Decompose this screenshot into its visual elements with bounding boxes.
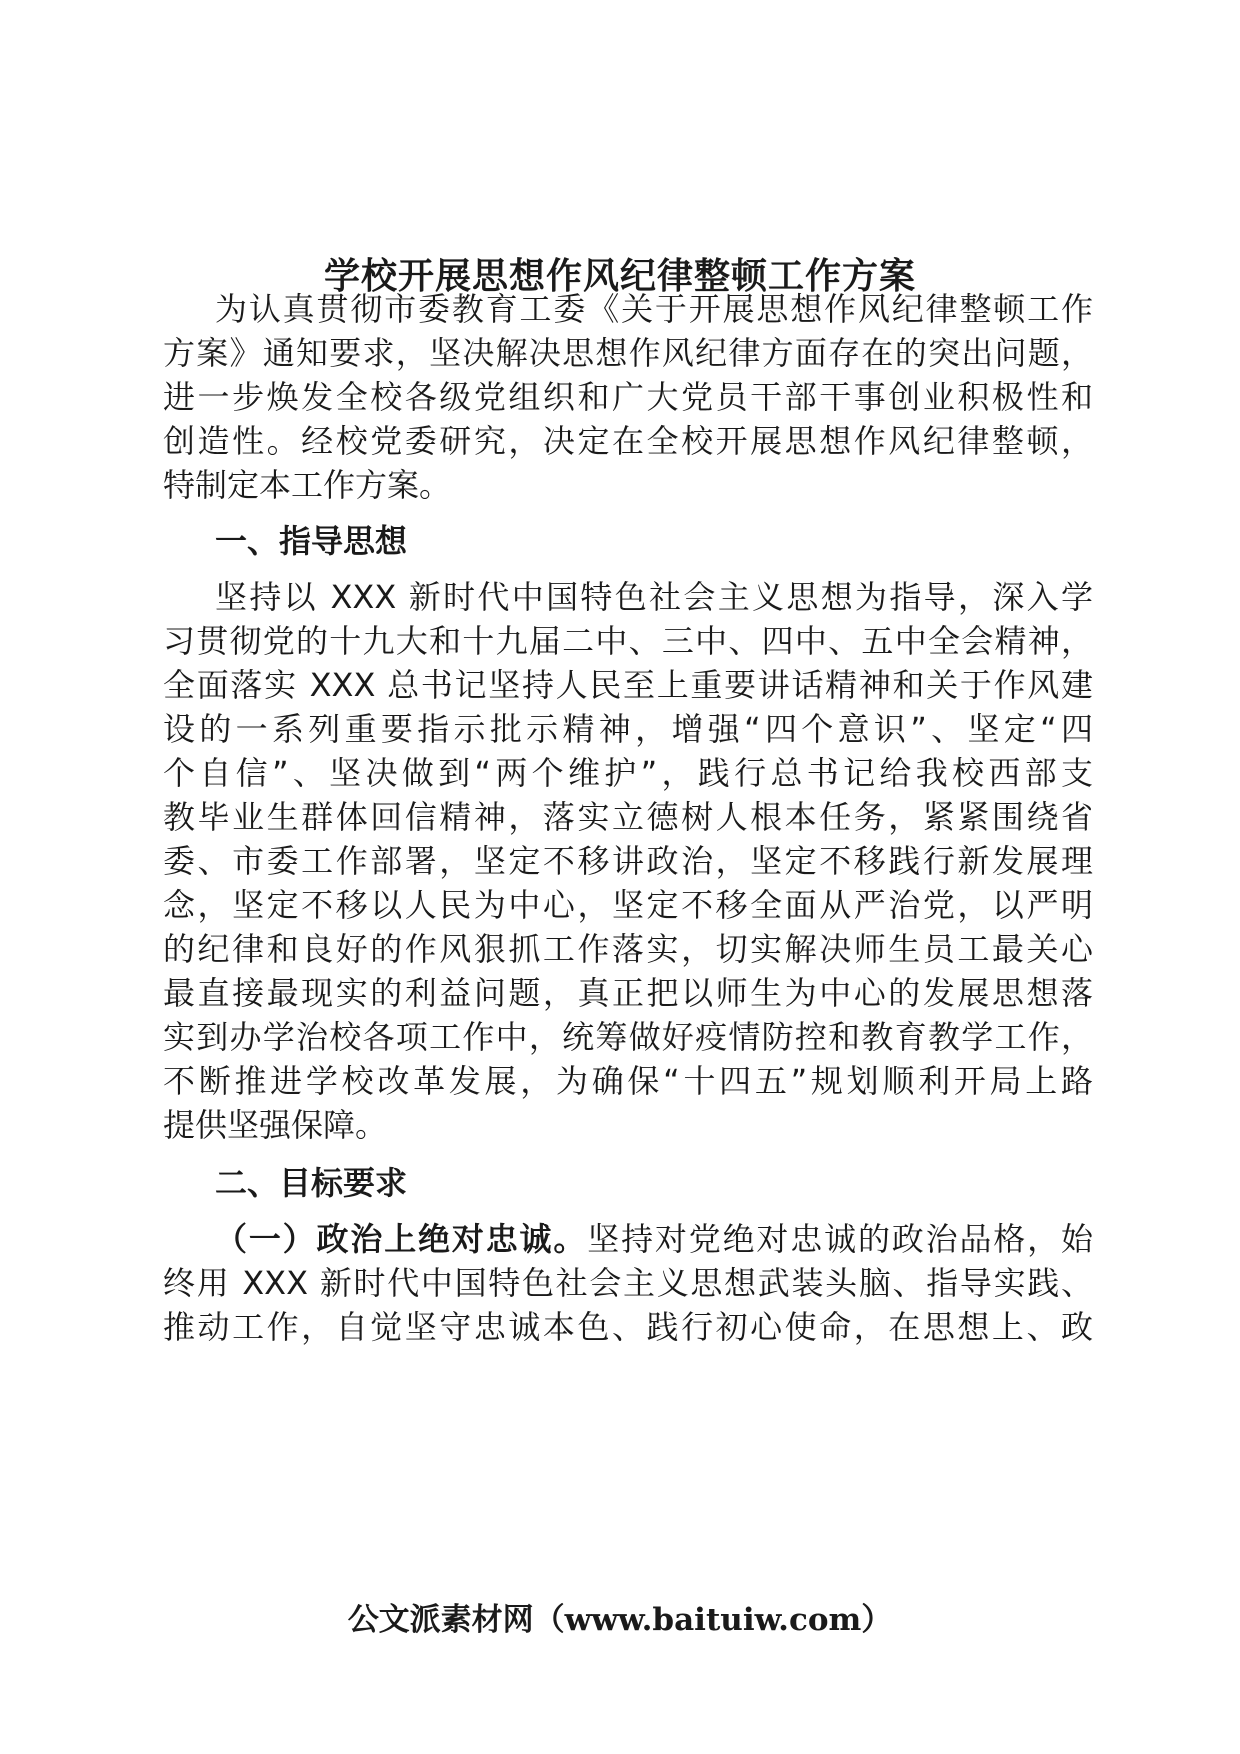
intro-line: 进一步焕发全校各级党组织和广大党员干部干事创业积极性和 [163,378,1093,416]
body-line [215,1214,1093,1264]
body-line: 教毕业生群体回信精神，落实立德树人根本任务，紧紧围绕省 [163,798,1093,836]
body-line: 念，坚定不移以人民为中心，坚定不移全面从严治党，以严明 [163,886,1093,924]
body-line: 习贯彻党的十九大和十九届二中、三中、四中、五中全会精神， [163,622,1093,660]
body-line: 实到办学治校各项工作中，统筹做好疫情防控和教育教学工作， [163,1018,1093,1056]
intro-line: 特制定本工作方案。 [163,466,452,504]
body-line: 不断推进学校改革发展，为确保“十四五”规划顺利开局上路 [163,1062,1093,1100]
body-line: 的纪律和良好的作风狠抓工作落实，切实解决师生员工最关心 [163,930,1093,968]
body-line: 个自信”、坚决做到“两个维护”，践行总书记给我校西部支 [163,754,1093,792]
section-heading: 一、指导思想 [215,522,408,560]
footer-source: 公文派素材网（www.baituiw.com） [347,1602,893,1638]
section-heading: 二、目标要求 [215,1164,408,1202]
intro-line: 方案》通知要求，坚决解决思想作风纪律方面存在的突出问题， [163,334,1093,372]
body-line: 终用 XXX 新时代中国特色社会主义思想武装头脑、指导实践、 [163,1264,1093,1302]
body-line: 委、市委工作部署，坚定不移讲政治，坚定不移践行新发展理 [163,842,1093,880]
intro-line: 为认真贯彻市委教育工委《关于开展思想作风纪律整顿工作 [215,290,1093,328]
intro-line: 创造性。经校党委研究，决定在全校开展思想作风纪律整顿， [163,422,1093,460]
body-line: 设的一系列重要指示批示精神，增强“四个意识”、坚定“四 [163,710,1093,748]
document-title: 学校开展思想作风纪律整顿工作方案 [323,255,916,297]
body-line: 坚持以 XXX 新时代中国特色社会主义思想为指导，深入学 [215,578,1093,616]
item-title: （一）政治上绝对忠诚。 [215,1220,588,1258]
body-line: 最直接最现实的利益问题，真正把以师生为中心的发展思想落 [163,974,1093,1012]
body-line: 全面落实 XXX 总书记坚持人民至上重要讲话精神和关于作风建 [163,666,1093,704]
body-line: 推动工作，自觉坚守忠诚本色、践行初心使命，在思想上、政 [163,1308,1093,1346]
item-text: 坚持对党绝对忠诚的政治品格，始 [587,1220,1093,1258]
body-line: 提供坚强保障。 [163,1106,388,1144]
